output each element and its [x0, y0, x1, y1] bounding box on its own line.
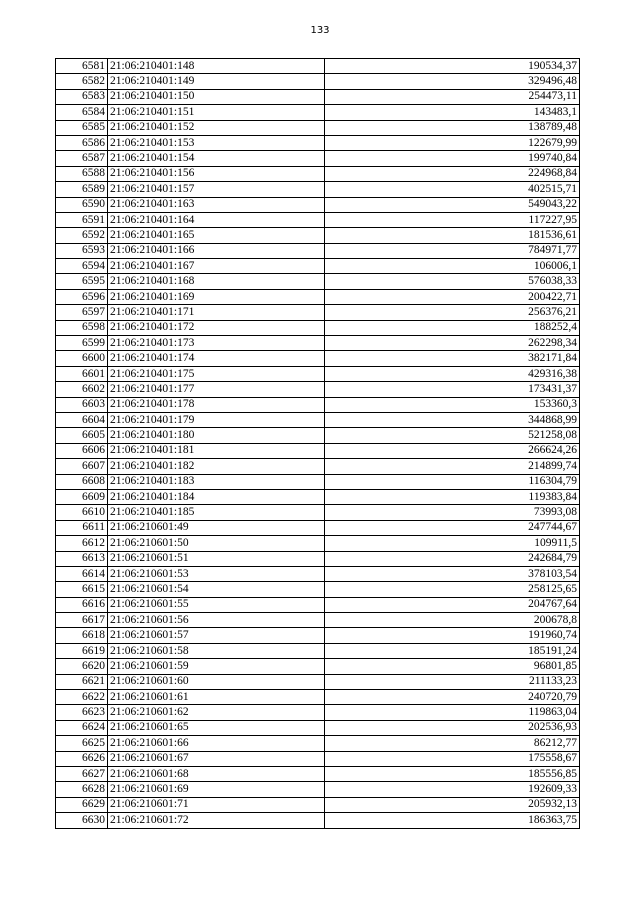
table-row — [56, 351, 580, 366]
table-row — [56, 182, 580, 197]
row-number-cell: 6611 — [56, 520, 108, 535]
row-number-cell: 6586 — [56, 135, 108, 150]
row-number-cell: 6622 — [56, 690, 108, 705]
table-row — [56, 643, 580, 658]
cadastral-number-cell: 21:06:210601:66 — [108, 736, 325, 751]
registry-table-body — [56, 59, 580, 829]
table-row — [56, 197, 580, 212]
value-cell: 214899,74 — [325, 459, 580, 474]
row-number-cell: 6597 — [56, 305, 108, 320]
row-number-cell: 6606 — [56, 443, 108, 458]
row-number-cell: 6615 — [56, 582, 108, 597]
row-number-cell: 6589 — [56, 182, 108, 197]
table-row — [56, 797, 580, 812]
row-number-cell: 6593 — [56, 243, 108, 258]
value-cell: 73993,08 — [325, 505, 580, 520]
table-row — [56, 228, 580, 243]
value-cell: 549043,22 — [325, 197, 580, 212]
value-cell: 256376,21 — [325, 305, 580, 320]
table-row — [56, 74, 580, 89]
cadastral-number-cell: 21:06:210401:182 — [108, 459, 325, 474]
table-row — [56, 536, 580, 551]
row-number-cell: 6594 — [56, 259, 108, 274]
row-number-cell: 6590 — [56, 197, 108, 212]
row-number-cell: 6618 — [56, 628, 108, 643]
row-number-cell: 6583 — [56, 89, 108, 104]
row-number-cell: 6591 — [56, 212, 108, 227]
row-number-cell: 6582 — [56, 74, 108, 89]
cadastral-number-cell: 21:06:210401:156 — [108, 166, 325, 181]
value-cell: 521258,08 — [325, 428, 580, 443]
table-row — [56, 566, 580, 581]
table-row — [56, 412, 580, 427]
cadastral-number-cell: 21:06:210601:55 — [108, 597, 325, 612]
cadastral-number-cell: 21:06:210401:169 — [108, 289, 325, 304]
value-cell: 242684,79 — [325, 551, 580, 566]
table-row — [56, 443, 580, 458]
table-row — [56, 597, 580, 612]
cadastral-number-cell: 21:06:210401:171 — [108, 305, 325, 320]
table-row — [56, 289, 580, 304]
table-row — [56, 720, 580, 735]
cadastral-number-cell: 21:06:210601:50 — [108, 536, 325, 551]
cadastral-number-cell: 21:06:210401:152 — [108, 120, 325, 135]
row-number-cell: 6592 — [56, 228, 108, 243]
cadastral-number-cell: 21:06:210401:153 — [108, 135, 325, 150]
cadastral-number-cell: 21:06:210401:185 — [108, 505, 325, 520]
cadastral-number-cell: 21:06:210401:181 — [108, 443, 325, 458]
row-number-cell: 6616 — [56, 597, 108, 612]
cadastral-number-cell: 21:06:210401:166 — [108, 243, 325, 258]
row-number-cell: 6609 — [56, 489, 108, 504]
row-number-cell: 6595 — [56, 274, 108, 289]
cadastral-number-cell: 21:06:210601:68 — [108, 766, 325, 781]
table-row — [56, 766, 580, 781]
value-cell: 175558,67 — [325, 751, 580, 766]
table-row — [56, 366, 580, 381]
registry-table — [55, 58, 580, 829]
value-cell: 138789,48 — [325, 120, 580, 135]
table-row — [56, 736, 580, 751]
row-number-cell: 6613 — [56, 551, 108, 566]
value-cell: 204767,64 — [325, 597, 580, 612]
cadastral-number-cell: 21:06:210401:168 — [108, 274, 325, 289]
row-number-cell: 6581 — [56, 59, 108, 74]
row-number-cell: 6596 — [56, 289, 108, 304]
row-number-cell: 6584 — [56, 105, 108, 120]
page-number: 133 — [310, 25, 330, 36]
cadastral-number-cell: 21:06:210401:178 — [108, 397, 325, 412]
row-number-cell: 6585 — [56, 120, 108, 135]
row-number-cell: 6607 — [56, 459, 108, 474]
row-number-cell: 6627 — [56, 766, 108, 781]
value-cell: 173431,37 — [325, 382, 580, 397]
value-cell: 329496,48 — [325, 74, 580, 89]
table-row — [56, 659, 580, 674]
cadastral-number-cell: 21:06:210601:65 — [108, 720, 325, 735]
row-number-cell: 6601 — [56, 366, 108, 381]
table-row — [56, 613, 580, 628]
value-cell: 117227,95 — [325, 212, 580, 227]
cadastral-number-cell: 21:06:210601:61 — [108, 690, 325, 705]
row-number-cell: 6625 — [56, 736, 108, 751]
table-row — [56, 320, 580, 335]
cadastral-number-cell: 21:06:210601:49 — [108, 520, 325, 535]
value-cell: 191960,74 — [325, 628, 580, 643]
cadastral-number-cell: 21:06:210601:57 — [108, 628, 325, 643]
cadastral-number-cell: 21:06:210401:150 — [108, 89, 325, 104]
cadastral-number-cell: 21:06:210601:51 — [108, 551, 325, 566]
row-number-cell: 6614 — [56, 566, 108, 581]
row-number-cell: 6603 — [56, 397, 108, 412]
cadastral-number-cell: 21:06:210401:163 — [108, 197, 325, 212]
cadastral-number-cell: 21:06:210401:172 — [108, 320, 325, 335]
value-cell: 205932,13 — [325, 797, 580, 812]
row-number-cell: 6604 — [56, 412, 108, 427]
table-row — [56, 382, 580, 397]
table-row — [56, 520, 580, 535]
table-row — [56, 89, 580, 104]
table-row — [56, 628, 580, 643]
value-cell: 258125,65 — [325, 582, 580, 597]
value-cell: 119383,84 — [325, 489, 580, 504]
cadastral-number-cell: 21:06:210401:183 — [108, 474, 325, 489]
table-row — [56, 243, 580, 258]
cadastral-number-cell: 21:06:210601:69 — [108, 782, 325, 797]
row-number-cell: 6608 — [56, 474, 108, 489]
cadastral-number-cell: 21:06:210401:173 — [108, 336, 325, 351]
value-cell: 181536,61 — [325, 228, 580, 243]
table-row — [56, 674, 580, 689]
table-row — [56, 135, 580, 150]
cadastral-number-cell: 21:06:210601:59 — [108, 659, 325, 674]
cadastral-number-cell: 21:06:210401:165 — [108, 228, 325, 243]
value-cell: 200422,71 — [325, 289, 580, 304]
value-cell: 784971,77 — [325, 243, 580, 258]
table-row — [56, 551, 580, 566]
cadastral-number-cell: 21:06:210601:53 — [108, 566, 325, 581]
value-cell: 192609,33 — [325, 782, 580, 797]
table-row — [56, 166, 580, 181]
value-cell: 247744,67 — [325, 520, 580, 535]
row-number-cell: 6628 — [56, 782, 108, 797]
value-cell: 106006,1 — [325, 259, 580, 274]
value-cell: 202536,93 — [325, 720, 580, 735]
value-cell: 96801,85 — [325, 659, 580, 674]
value-cell: 266624,26 — [325, 443, 580, 458]
row-number-cell: 6598 — [56, 320, 108, 335]
row-number-cell: 6587 — [56, 151, 108, 166]
table-row — [56, 813, 580, 828]
table-row — [56, 212, 580, 227]
row-number-cell: 6600 — [56, 351, 108, 366]
table-row — [56, 105, 580, 120]
table-row — [56, 336, 580, 351]
row-number-cell: 6610 — [56, 505, 108, 520]
value-cell: 190534,37 — [325, 59, 580, 74]
row-number-cell: 6630 — [56, 813, 108, 828]
cadastral-number-cell: 21:06:210401:167 — [108, 259, 325, 274]
row-number-cell: 6599 — [56, 336, 108, 351]
value-cell: 200678,8 — [325, 613, 580, 628]
cadastral-number-cell: 21:06:210401:179 — [108, 412, 325, 427]
row-number-cell: 6605 — [56, 428, 108, 443]
value-cell: 211133,23 — [325, 674, 580, 689]
cadastral-number-cell: 21:06:210401:184 — [108, 489, 325, 504]
row-number-cell: 6620 — [56, 659, 108, 674]
value-cell: 86212,77 — [325, 736, 580, 751]
value-cell: 199740,84 — [325, 151, 580, 166]
table-row — [56, 120, 580, 135]
table-row — [56, 397, 580, 412]
row-number-cell: 6588 — [56, 166, 108, 181]
cadastral-number-cell: 21:06:210601:60 — [108, 674, 325, 689]
table-row — [56, 428, 580, 443]
value-cell: 378103,54 — [325, 566, 580, 581]
value-cell: 188252,4 — [325, 320, 580, 335]
cadastral-number-cell: 21:06:210401:154 — [108, 151, 325, 166]
value-cell: 344868,99 — [325, 412, 580, 427]
cadastral-number-cell: 21:06:210401:164 — [108, 212, 325, 227]
cadastral-number-cell: 21:06:210601:71 — [108, 797, 325, 812]
row-number-cell: 6624 — [56, 720, 108, 735]
value-cell: 143483,1 — [325, 105, 580, 120]
cadastral-number-cell: 21:06:210601:54 — [108, 582, 325, 597]
value-cell: 109911,5 — [325, 536, 580, 551]
table-row — [56, 274, 580, 289]
table-row — [56, 151, 580, 166]
value-cell: 185191,24 — [325, 643, 580, 658]
value-cell: 262298,34 — [325, 336, 580, 351]
value-cell: 153360,3 — [325, 397, 580, 412]
table-row — [56, 259, 580, 274]
table-row — [56, 505, 580, 520]
value-cell: 402515,71 — [325, 182, 580, 197]
table-row — [56, 582, 580, 597]
value-cell: 116304,79 — [325, 474, 580, 489]
table-row — [56, 751, 580, 766]
value-cell: 122679,99 — [325, 135, 580, 150]
cadastral-number-cell: 21:06:210601:56 — [108, 613, 325, 628]
row-number-cell: 6629 — [56, 797, 108, 812]
cadastral-number-cell: 21:06:210401:175 — [108, 366, 325, 381]
cadastral-number-cell: 21:06:210601:72 — [108, 813, 325, 828]
cadastral-number-cell: 21:06:210601:67 — [108, 751, 325, 766]
value-cell: 185556,85 — [325, 766, 580, 781]
value-cell: 186363,75 — [325, 813, 580, 828]
cadastral-number-cell: 21:06:210401:177 — [108, 382, 325, 397]
value-cell: 254473,11 — [325, 89, 580, 104]
table-row — [56, 489, 580, 504]
row-number-cell: 6626 — [56, 751, 108, 766]
table-row — [56, 690, 580, 705]
table-row — [56, 705, 580, 720]
table-row — [56, 782, 580, 797]
row-number-cell: 6619 — [56, 643, 108, 658]
table-row — [56, 59, 580, 74]
cadastral-number-cell: 21:06:210601:58 — [108, 643, 325, 658]
cadastral-number-cell: 21:06:210401:157 — [108, 182, 325, 197]
cadastral-number-cell: 21:06:210401:151 — [108, 105, 325, 120]
value-cell: 576038,33 — [325, 274, 580, 289]
cadastral-number-cell: 21:06:210401:174 — [108, 351, 325, 366]
value-cell: 382171,84 — [325, 351, 580, 366]
row-number-cell: 6617 — [56, 613, 108, 628]
row-number-cell: 6612 — [56, 536, 108, 551]
cadastral-number-cell: 21:06:210401:148 — [108, 59, 325, 74]
cadastral-number-cell: 21:06:210401:180 — [108, 428, 325, 443]
value-cell: 224968,84 — [325, 166, 580, 181]
cadastral-number-cell: 21:06:210601:62 — [108, 705, 325, 720]
table-row — [56, 305, 580, 320]
value-cell: 429316,38 — [325, 366, 580, 381]
cadastral-number-cell: 21:06:210401:149 — [108, 74, 325, 89]
row-number-cell: 6621 — [56, 674, 108, 689]
value-cell: 240720,79 — [325, 690, 580, 705]
row-number-cell: 6602 — [56, 382, 108, 397]
table-row — [56, 474, 580, 489]
value-cell: 119863,04 — [325, 705, 580, 720]
table-row — [56, 459, 580, 474]
row-number-cell: 6623 — [56, 705, 108, 720]
